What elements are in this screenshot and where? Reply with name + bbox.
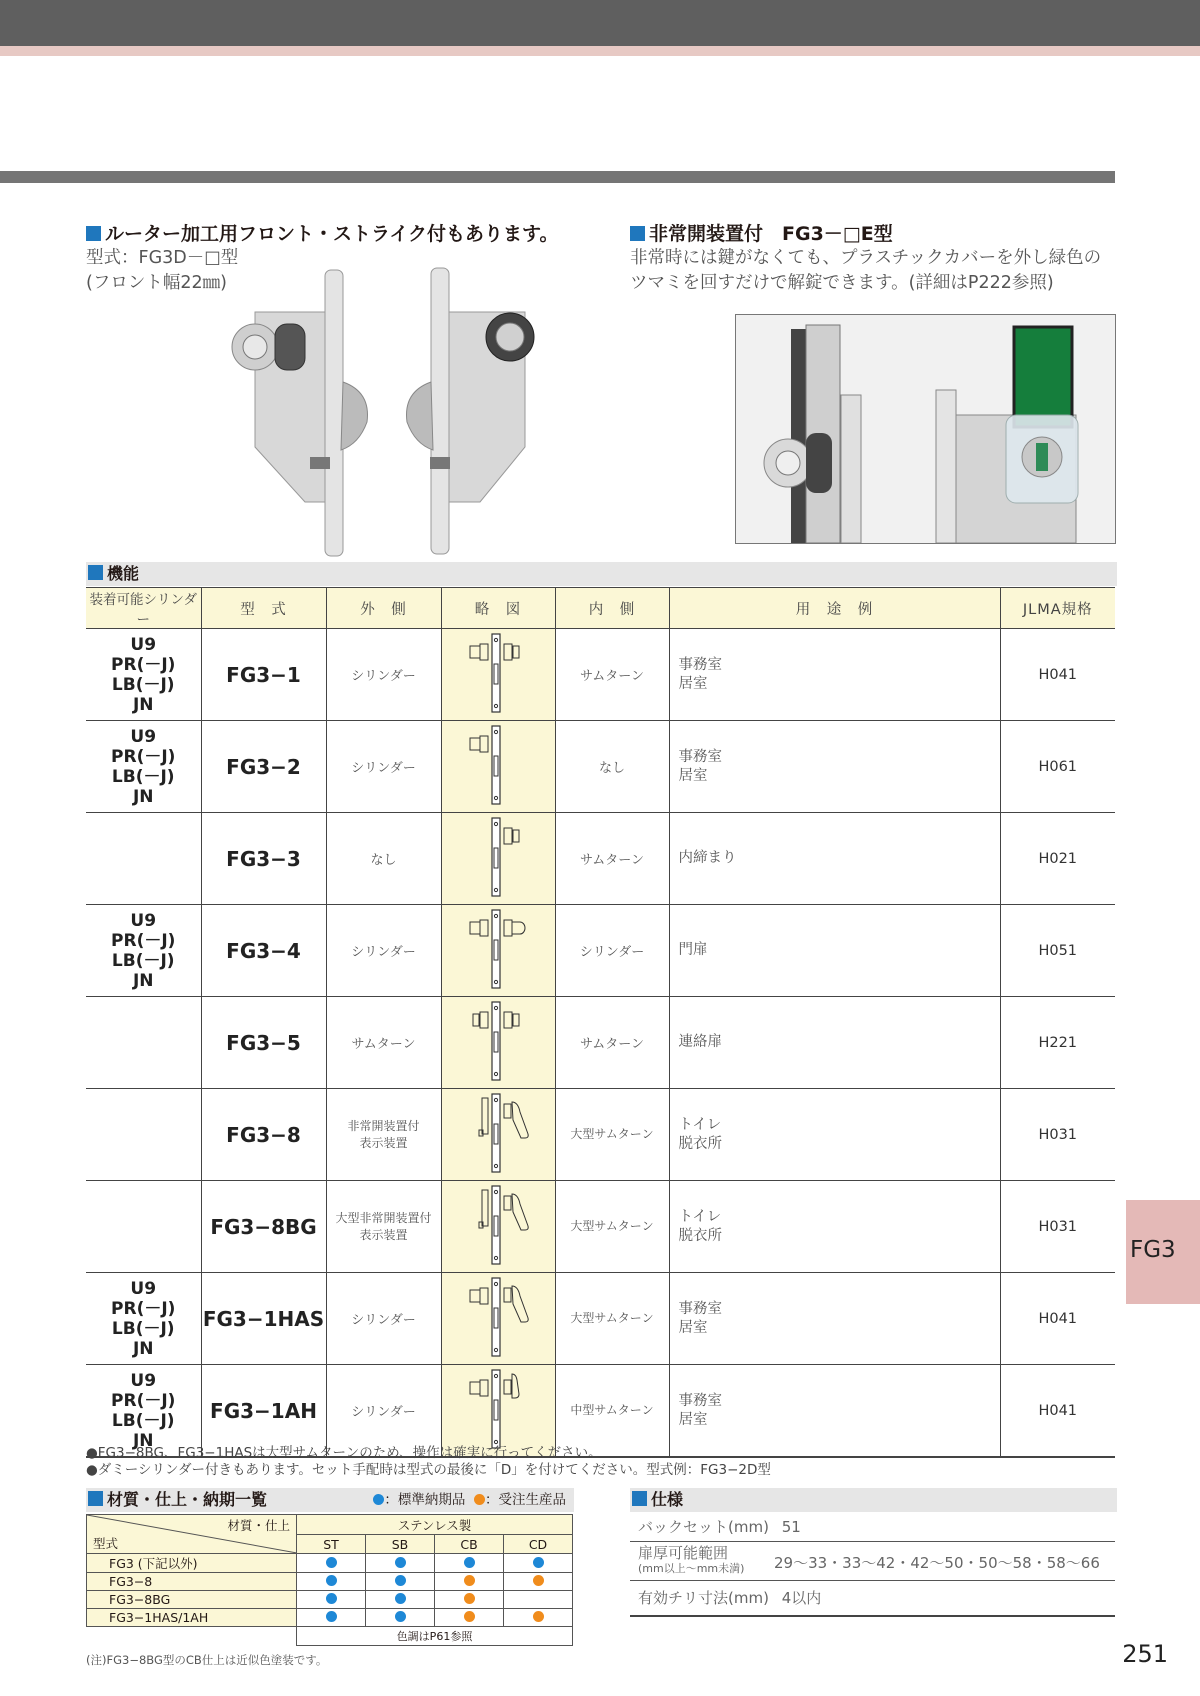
usage-cell — [669, 721, 1000, 813]
inside-cell: 大型サムターン — [555, 1181, 669, 1273]
outside-cell: 非常開装置付 表示装置 — [326, 1089, 441, 1181]
order-dot-icon — [533, 1611, 544, 1622]
stainless-header: ステンレス製 — [297, 1515, 573, 1535]
page-number: 251 — [1122, 1640, 1168, 1668]
model-header-label: 型式 — [93, 1536, 119, 1551]
spec-table — [630, 1514, 1115, 1617]
inside-cell: サムターン — [555, 629, 669, 721]
cylinder-cell — [86, 1181, 201, 1273]
function-row — [86, 1365, 1115, 1458]
availability-cell — [297, 1591, 366, 1609]
usage-item: 居室 — [678, 1319, 708, 1336]
bullet-square-icon — [86, 226, 101, 241]
bullet-square-icon — [632, 1491, 647, 1506]
emergency-device-photo — [735, 314, 1116, 544]
material-legend: ：標準納期品 ：受注生産品 — [373, 1488, 566, 1512]
usage-cell — [669, 813, 1000, 905]
usage-cell — [669, 1273, 1000, 1365]
cylinder-option: PR(－J) — [111, 1298, 176, 1319]
intro-left-line1: 型式：FG3D－□型 — [86, 248, 239, 268]
cylinder-option: U9 — [130, 726, 157, 747]
cylinder-option: U9 — [130, 634, 157, 655]
function-row — [86, 813, 1115, 905]
standard-dot-icon — [464, 1557, 475, 1568]
model-cell: FG3−4 — [201, 905, 326, 997]
availability-cell — [366, 1573, 435, 1591]
diagram-cell — [441, 1089, 555, 1181]
cylinder-option: JN — [132, 1338, 154, 1359]
inside-cell: シリンダー — [555, 905, 669, 997]
diagram-cell — [441, 905, 555, 997]
availability-cell — [366, 1609, 435, 1627]
usage-cell — [669, 1365, 1000, 1458]
availability-cell — [435, 1591, 504, 1609]
lock-diagram-icon — [460, 998, 536, 1084]
cylinder-cell — [86, 1365, 201, 1458]
usage-item: 門扉 — [678, 942, 708, 958]
outside-cell: シリンダー — [326, 1273, 441, 1365]
function-row — [86, 1273, 1115, 1365]
usage-item: 内締まり — [678, 850, 737, 866]
model-cell: FG3−1AH — [201, 1365, 326, 1458]
spec-chiri-label: 有効チリ寸法(mm) — [638, 1589, 769, 1607]
outside-cell: シリンダー — [326, 1365, 441, 1458]
availability-cell — [504, 1554, 573, 1573]
model-cell: FG3−1 — [201, 629, 326, 721]
bullet-square-icon — [630, 226, 645, 241]
jlma-cell: H021 — [1000, 813, 1115, 905]
function-row — [86, 1181, 1115, 1273]
lock-diagram-icon — [460, 1090, 536, 1176]
lock-diagram-icon — [460, 1182, 536, 1268]
usage-item: 脱衣所 — [678, 1135, 722, 1152]
usage-item: 連絡扉 — [678, 1034, 722, 1050]
intro-right-line1: 非常時には鍵がなくても、プラスチックカバーを外し緑色の — [630, 248, 1102, 268]
order-dot-icon — [533, 1575, 544, 1586]
model-cell: FG3−8 — [201, 1089, 326, 1181]
material-row — [87, 1591, 573, 1609]
diagram-cell — [441, 629, 555, 721]
usage-item: トイレ — [678, 1116, 722, 1133]
cylinder-option: LB(－J) — [111, 1410, 175, 1431]
cylinder-option: U9 — [130, 1278, 157, 1299]
usage-cell — [669, 1181, 1000, 1273]
availability-cell — [366, 1554, 435, 1573]
lock-diagram-icon — [460, 906, 536, 992]
availability-cell — [435, 1573, 504, 1591]
side-tab-label: FG3 — [1130, 1237, 1176, 1263]
usage-item: トイレ — [678, 1208, 722, 1225]
header-inside: 内 側 — [555, 588, 669, 629]
jlma-cell: H041 — [1000, 1273, 1115, 1365]
header-diagram: 略 図 — [441, 588, 555, 629]
cylinder-option: JN — [132, 694, 154, 715]
availability-cell — [504, 1573, 573, 1591]
usage-cell — [669, 905, 1000, 997]
intro-left-heading: ルーター加工用フロント・ストライク付もあります。 — [86, 219, 606, 246]
material-model-cell: FG3−1HAS/1AH — [87, 1609, 297, 1627]
header-bar — [0, 0, 1200, 46]
standard-dot-icon — [326, 1611, 337, 1622]
intro-right-line2: ツマミを回すだけで解錠できます。(詳細はP222参照) — [630, 273, 1054, 293]
availability-cell — [366, 1591, 435, 1609]
jlma-cell: H031 — [1000, 1181, 1115, 1273]
lock-diagram-icon — [460, 630, 536, 716]
inside-cell: なし — [555, 721, 669, 813]
material-footnote: (注)FG3−8BG型のCB仕上は近似色塗装です。 — [86, 1653, 328, 1667]
diagram-cell — [441, 1181, 555, 1273]
intro-right-heading: 非常開装置付 FG3－□E型 — [630, 219, 1130, 246]
function-section-title: 機能 — [86, 562, 1117, 586]
spec-chiri-row — [630, 1581, 1115, 1617]
model-cell: FG3−5 — [201, 997, 326, 1089]
material-row — [87, 1573, 573, 1591]
spec-backset-label: バックセット(mm) — [638, 1518, 769, 1536]
material-section-title: 材質・仕上・納期一覧 ：標準納期品 ：受注生産品 — [86, 1488, 574, 1512]
order-dot-icon — [464, 1611, 475, 1622]
outside-cell: なし — [326, 813, 441, 905]
header-usage: 用 途 例 — [669, 588, 1000, 629]
cylinder-cell — [86, 1089, 201, 1181]
usage-item: 居室 — [678, 1411, 708, 1428]
standard-dot-icon — [395, 1575, 406, 1586]
outside-cell: シリンダー — [326, 721, 441, 813]
availability-cell — [435, 1554, 504, 1573]
diagram-cell — [441, 1365, 555, 1458]
spec-door-sub: (mm以上〜mm未満) — [638, 1562, 745, 1575]
spec-section-title: 仕様 — [630, 1488, 1117, 1512]
usage-cell — [669, 1089, 1000, 1181]
lock-diagram-icon — [460, 814, 536, 900]
jlma-cell: H221 — [1000, 997, 1115, 1089]
jlma-cell: H041 — [1000, 629, 1115, 721]
header-cylinder: 装着可能シリンダー — [86, 588, 201, 629]
lock-diagram-icon — [460, 722, 536, 808]
cylinder-option: PR(－J) — [111, 1390, 176, 1411]
usage-item: 居室 — [678, 767, 708, 784]
cylinder-option: LB(－J) — [111, 1318, 175, 1339]
availability-cell — [297, 1554, 366, 1573]
standard-dot-icon — [395, 1557, 406, 1568]
diagram-cell — [441, 997, 555, 1089]
inside-cell: サムターン — [555, 813, 669, 905]
cylinder-option: U9 — [130, 1370, 157, 1391]
material-table — [86, 1514, 573, 1646]
function-row — [86, 997, 1115, 1089]
outside-cell: 大型非常開装置付 表示装置 — [326, 1181, 441, 1273]
standard-dot-icon — [373, 1494, 384, 1505]
material-row — [87, 1609, 573, 1627]
standard-dot-icon — [533, 1557, 544, 1568]
cylinder-cell — [86, 629, 201, 721]
mortise-lock-photo — [225, 262, 570, 557]
header-accent-bar — [0, 46, 1200, 56]
availability-cell — [297, 1609, 366, 1627]
standard-dot-icon — [395, 1611, 406, 1622]
inside-cell: 大型サムターン — [555, 1273, 669, 1365]
material-row — [87, 1554, 573, 1573]
usage-item: 事務室 — [678, 656, 722, 673]
cylinder-option: JN — [132, 786, 154, 807]
cylinder-cell — [86, 721, 201, 813]
standard-dot-icon — [326, 1593, 337, 1604]
inside-cell: 中型サムターン — [555, 1365, 669, 1458]
bullet-square-icon — [88, 565, 103, 580]
cylinder-option: JN — [132, 970, 154, 991]
diagram-cell — [441, 721, 555, 813]
header-model: 型 式 — [201, 588, 326, 629]
spec-door-value: 29〜33・33〜42・42〜50・50〜58・58〜66 — [774, 1554, 1100, 1572]
cylinder-option: PR(－J) — [111, 654, 176, 675]
intro-left-line2: (フロント幅22㎜) — [86, 273, 227, 293]
availability-cell — [435, 1609, 504, 1627]
cylinder-option: JN — [132, 1430, 154, 1451]
function-table-header — [86, 588, 1115, 629]
order-dot-icon — [474, 1494, 485, 1505]
cylinder-cell — [86, 997, 201, 1089]
spec-backset-value: 51 — [781, 1518, 801, 1536]
standard-dot-icon — [395, 1593, 406, 1604]
finish-header: SB — [366, 1535, 435, 1554]
note-1: ●FG3−8BG、FG3−1HASは大型サムターンのため、操作は確実に行ってください。 — [86, 1445, 602, 1461]
model-cell: FG3−8BG — [201, 1181, 326, 1273]
usage-cell — [669, 997, 1000, 1089]
function-row — [86, 629, 1115, 721]
lock-diagram-icon — [460, 1366, 536, 1452]
usage-item: 居室 — [678, 675, 708, 692]
spec-chiri-value: 4以内 — [781, 1589, 822, 1607]
function-table — [86, 587, 1115, 1458]
outside-cell: サムターン — [326, 997, 441, 1089]
finish-header: CB — [435, 1535, 504, 1554]
usage-cell — [669, 629, 1000, 721]
inside-cell: 大型サムターン — [555, 1089, 669, 1181]
cylinder-cell — [86, 905, 201, 997]
standard-dot-icon — [326, 1557, 337, 1568]
jlma-cell: H051 — [1000, 905, 1115, 997]
function-row — [86, 721, 1115, 813]
function-notes — [86, 1445, 1116, 1479]
usage-item: 事務室 — [678, 1300, 722, 1317]
cylinder-option: LB(－J) — [111, 674, 175, 695]
cylinder-option: LB(－J) — [111, 950, 175, 971]
model-cell: FG3−2 — [201, 721, 326, 813]
section-divider — [0, 171, 1115, 183]
lock-diagram-icon — [460, 1274, 536, 1360]
diagram-cell — [441, 813, 555, 905]
bullet-square-icon — [88, 1491, 103, 1506]
function-row — [86, 905, 1115, 997]
material-model-cell: FG3−8BG — [87, 1591, 297, 1609]
spec-door-row — [630, 1541, 1115, 1581]
availability-cell — [504, 1609, 573, 1627]
function-row — [86, 1089, 1115, 1181]
cylinder-option: PR(－J) — [111, 746, 176, 767]
order-dot-icon — [464, 1593, 475, 1604]
finish-header: CD — [504, 1535, 573, 1554]
cylinder-cell — [86, 1273, 201, 1365]
spec-backset-row — [630, 1514, 1115, 1542]
order-dot-icon — [464, 1575, 475, 1586]
availability-cell — [504, 1591, 573, 1609]
model-cell: FG3−1HAS — [201, 1273, 326, 1365]
finish-header: ST — [297, 1535, 366, 1554]
note-2: ●ダミーシリンダー付きもあります。セット手配時は型式の最後に「D」を付けてください。型式例：FG3−2D型 — [86, 1462, 771, 1478]
cylinder-option: U9 — [130, 910, 157, 931]
intro-right — [630, 219, 1130, 296]
material-model-cell: FG3−8 — [87, 1573, 297, 1591]
jlma-cell: H041 — [1000, 1365, 1115, 1458]
color-reference: 色調はP61参照 — [297, 1627, 573, 1646]
cylinder-option: LB(－J) — [111, 766, 175, 787]
spec-door-label: 扉厚可能範囲 — [638, 1544, 729, 1562]
outside-cell: シリンダー — [326, 905, 441, 997]
inside-cell: サムターン — [555, 997, 669, 1089]
cylinder-cell — [86, 813, 201, 905]
usage-item: 事務室 — [678, 1392, 722, 1409]
jlma-cell: H061 — [1000, 721, 1115, 813]
cylinder-option: PR(－J) — [111, 930, 176, 951]
material-corner-cell — [87, 1515, 297, 1554]
material-header-label: 材質・仕上 — [227, 1518, 290, 1533]
material-model-cell: FG3 (下記以外) — [87, 1554, 297, 1573]
jlma-cell: H031 — [1000, 1089, 1115, 1181]
header-outside: 外 側 — [326, 588, 441, 629]
usage-item: 脱衣所 — [678, 1227, 722, 1244]
standard-dot-icon — [326, 1575, 337, 1586]
usage-item: 事務室 — [678, 748, 722, 765]
model-cell: FG3−3 — [201, 813, 326, 905]
outside-cell: シリンダー — [326, 629, 441, 721]
header-jlma: JLMA規格 — [1000, 588, 1115, 629]
availability-cell — [297, 1573, 366, 1591]
diagram-cell — [441, 1273, 555, 1365]
